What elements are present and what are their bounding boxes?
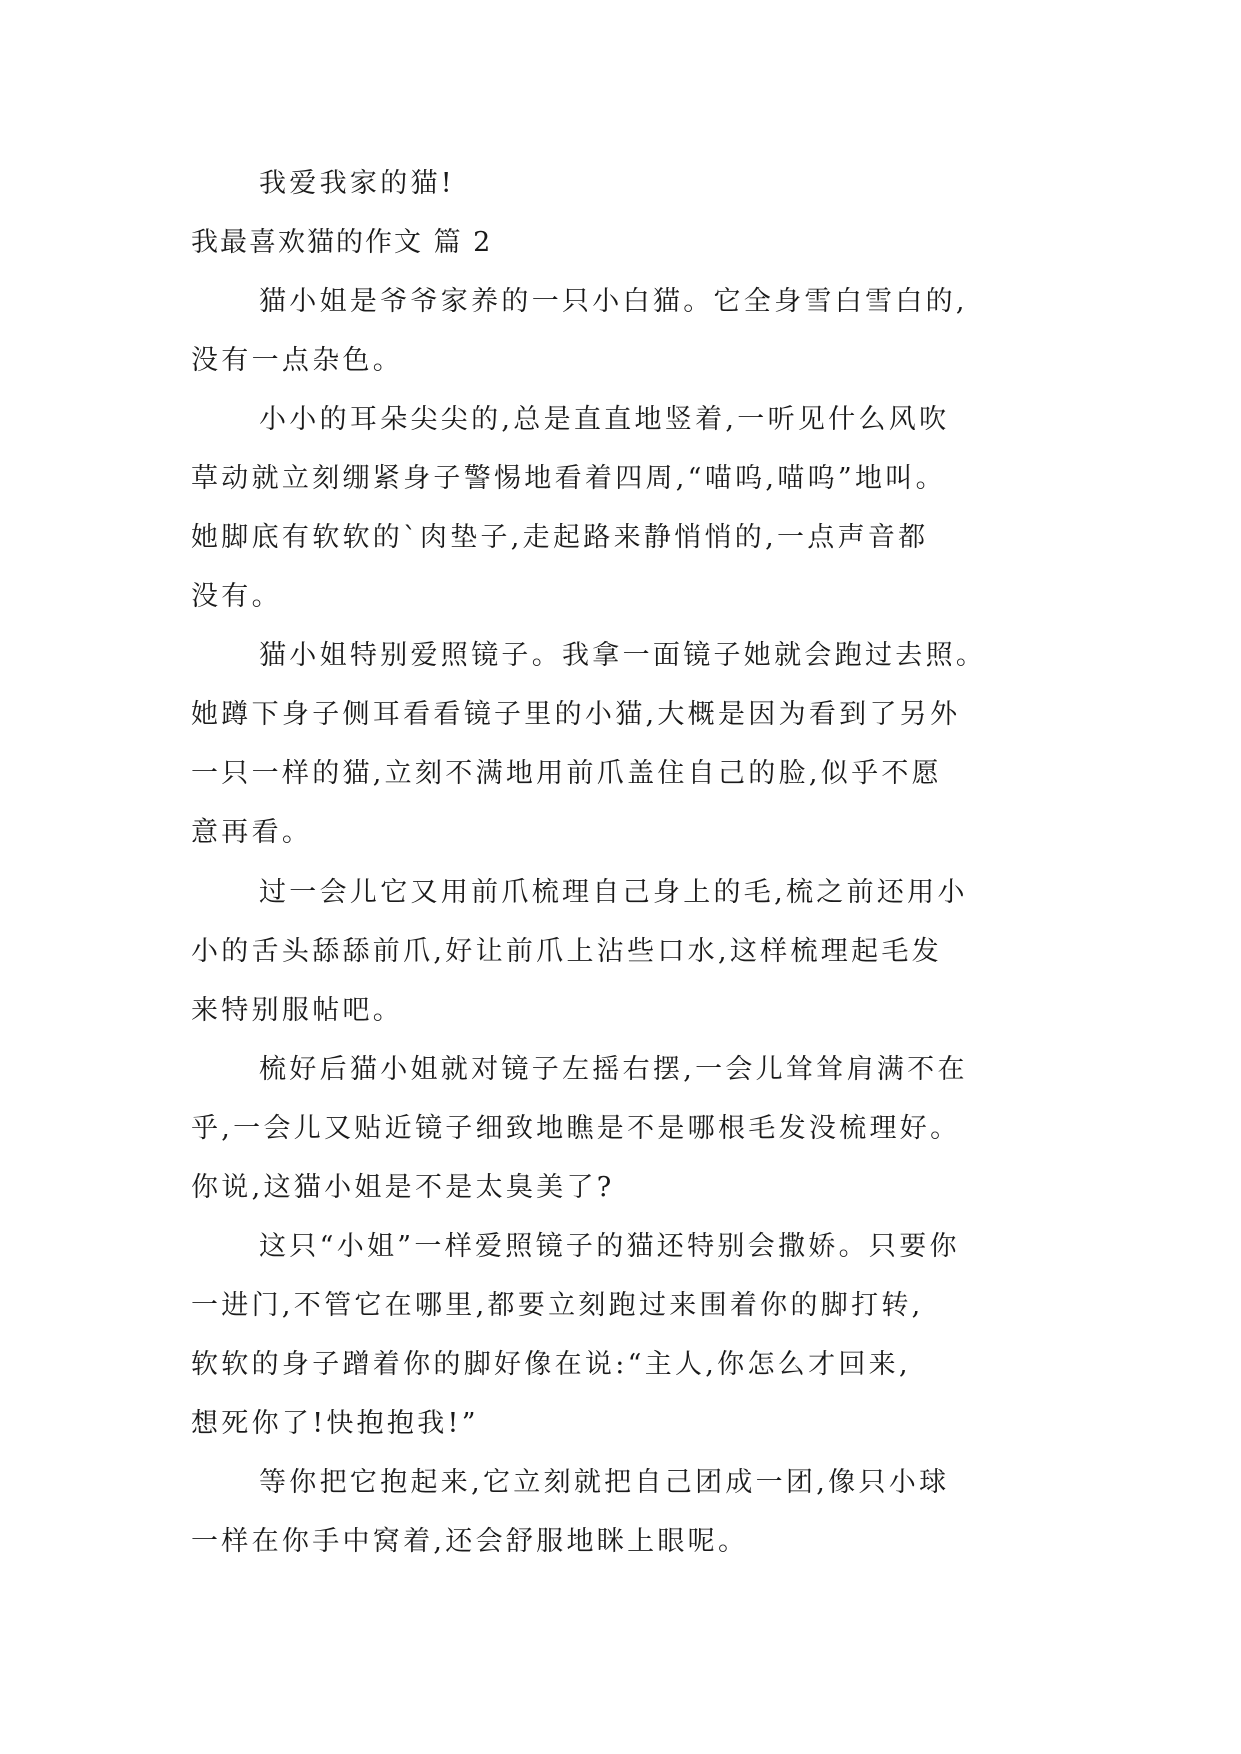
paragraph-4-line-1: 过一会儿它又用前爪梳理自己身上的毛,梳之前还用小 [259, 877, 968, 908]
paragraph-6-line-4: 想死你了!快抱抱我!” [191, 1408, 479, 1439]
paragraph-7-line-2: 一样在你手中窝着,还会舒服地眯上眼呢。 [191, 1526, 749, 1557]
paragraph-2-line-1: 小小的耳朵尖尖的,总是直直地竖着,一听见什么风吹 [259, 404, 950, 435]
paragraph-7-line-1: 等你把它抱起来,它立刻就把自己团成一团,像只小球 [259, 1467, 950, 1498]
paragraph-2-line-2: 草动就立刻绷紧身子警惕地看着四周,“喵呜,喵呜”地叫。 [191, 463, 946, 494]
paragraph-6-line-3: 软软的身子蹭着你的脚好像在说:“主人,你怎么才回来, [191, 1349, 911, 1380]
paragraph-2-line-3: 她脚底有软软的`肉垫子,走起路来静悄悄的,一点声音都 [191, 522, 929, 553]
paragraph-5-line-1: 梳好后猫小姐就对镜子左摇右摆,一会儿耸耸肩满不在 [259, 1054, 968, 1085]
paragraph-6-line-2: 一进门,不管它在哪里,都要立刻跑过来围着你的脚打转, [191, 1290, 924, 1321]
paragraph-3-line-2: 她蹲下身子侧耳看看镜子里的小猫,大概是因为看到了另外 [191, 699, 961, 730]
paragraph-6-line-1: 这只“小姐”一样爱照镜子的猫还特别会撒娇。只要你 [259, 1231, 960, 1262]
paragraph-5-line-3: 你说,这猫小姐是不是太臭美了? [191, 1172, 615, 1203]
paragraph-3-line-3: 一只一样的猫,立刻不满地用前爪盖住自己的脸,似乎不愿 [191, 758, 942, 789]
paragraph-3-line-1: 猫小姐特别爱照镜子。我拿一面镜子她就会跑过去照。 [259, 640, 987, 671]
paragraph-2-line-4: 没有。 [191, 581, 282, 612]
paragraph-4-line-2: 小的舌头舔舔前爪,好让前爪上沾些口水,这样梳理起毛发 [191, 936, 942, 967]
closing-line: 我爱我家的猫! [259, 168, 455, 199]
paragraph-4-line-3: 来特别服帖吧。 [191, 995, 404, 1026]
paragraph-1-line-2: 没有一点杂色。 [191, 345, 404, 376]
paragraph-5-line-2: 乎,一会儿又贴近镜子细致地瞧是不是哪根毛发没梳理好。 [191, 1113, 961, 1144]
paragraph-3-line-4: 意再看。 [191, 817, 313, 848]
section-heading: 我最喜欢猫的作文 篇 2 [191, 227, 493, 258]
paragraph-1-line-1: 猫小姐是爷爷家养的一只小白猫。它全身雪白雪白的, [259, 286, 968, 317]
